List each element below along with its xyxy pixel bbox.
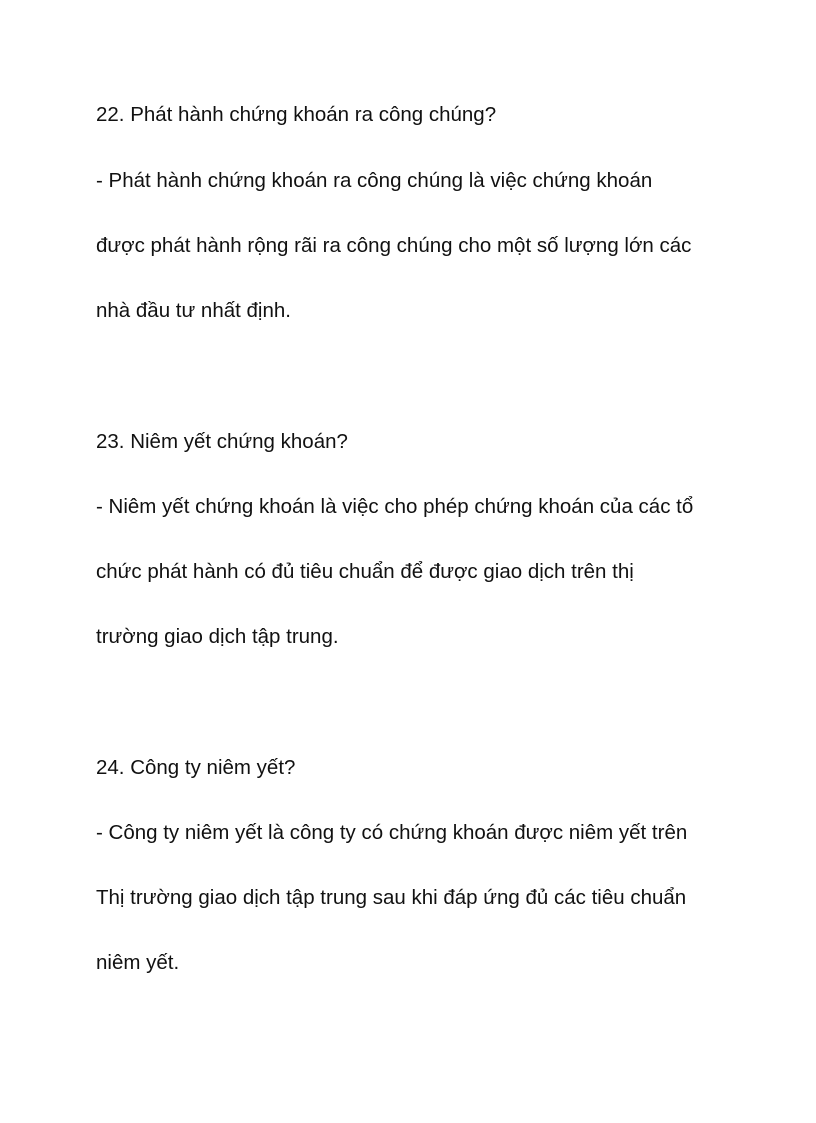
answer-line: nhà đầu tư nhất định.: [96, 299, 291, 322]
answer-line: trường giao dịch tập trung.: [96, 625, 339, 648]
answer-line: - Công ty niêm yết là công ty có chứng khoán được niêm yết trên: [96, 821, 688, 844]
answer-line: chức phát hành có đủ tiêu chuẩn để được giao dịch trên thị: [96, 560, 634, 583]
answer-line: - Niêm yết chứng khoán là việc cho phép chứng khoán của các tổ: [96, 495, 694, 518]
answer-line: - Phát hành chứng khoán ra công chúng là việc chứng khoán: [96, 169, 653, 192]
question-heading: 22. Phát hành chứng khoán ra công chúng?: [96, 103, 497, 126]
answer-line: niêm yết.: [96, 951, 180, 974]
question-heading: 23. Niêm yết chứng khoán?: [96, 430, 348, 453]
question-heading: 24. Công ty niêm yết?: [96, 756, 296, 779]
answer-line: được phát hành rộng rãi ra công chúng cho một số lượng lớn các: [96, 234, 692, 257]
answer-line: Thị trường giao dịch tập trung sau khi đáp ứng đủ các tiêu chuẩn: [96, 886, 687, 909]
